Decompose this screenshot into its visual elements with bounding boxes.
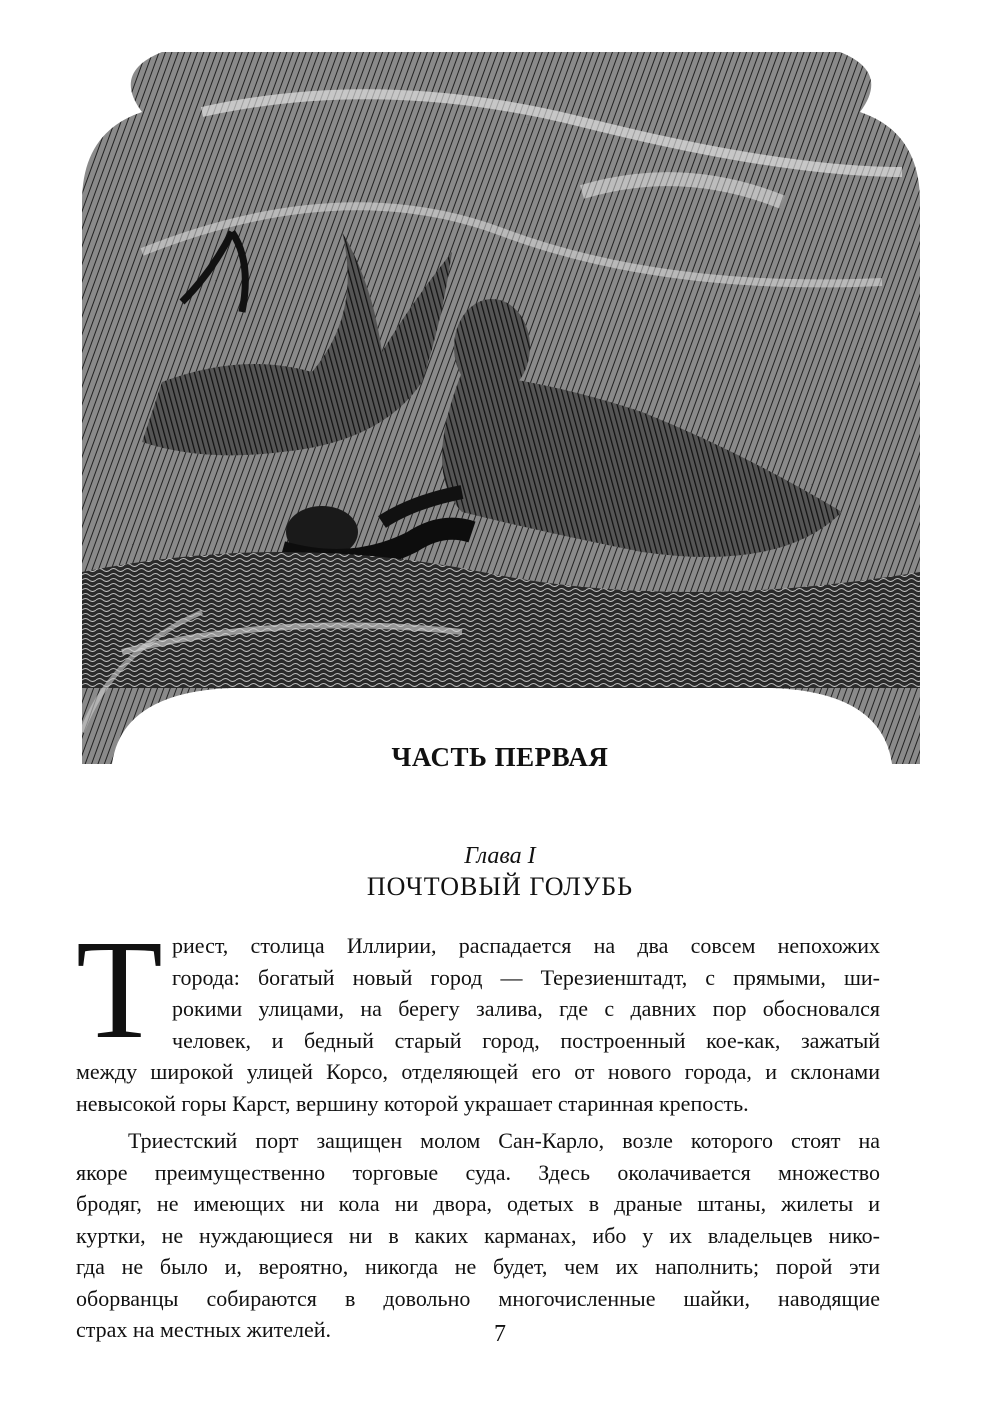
text-line: между широкой улицей Корсо, отделяющей его от нового города, и склонами [76,1059,880,1084]
text-line: невысокой горы Карст, вершину которой украшает старинная крепость. [76,1090,749,1116]
text-line: оборванцы собираются в довольно многочисленные шайки, наводящие [76,1285,880,1311]
engraving-drowning-rescue-icon [82,52,920,764]
text-line: куртки, не нуждающиеся ни в каких карманах, ибо у их владельцев нико- [76,1222,880,1248]
text-line: города: богатый новый город — Терезиенштадт, с прямыми, ши- [172,964,880,990]
text-line: риест, столица Иллирии, распадается на два совсем непохожих [172,933,880,958]
text-line: якоре преимущественно торговые суда. Здесь околачивается множество [76,1159,880,1185]
text-line: Триестский порт защищен молом Сан-Карло, возле которого стоят на [128,1128,880,1153]
text-line: гда не было и, вероятно, никогда не будет, чем их наполнить; порой эти [76,1254,880,1279]
text-line: рокими улицами, на берегу залива, где с давних пор обосновался [172,996,880,1021]
engraving-illustration [82,52,920,764]
text-line: страх на местных жителей. [76,1317,331,1342]
chapter-label: Глава I [464,843,536,869]
part-title: ЧАСТЬ ПЕРВАЯ [391,742,609,772]
page-number: 7 [494,1321,506,1347]
text-line: бродяг, не имеющих ни кола ни двора, одетых в драные штаны, жилеты и [76,1191,880,1216]
chapter-title: ПОЧТОВЫЙ ГОЛУБЬ [366,872,634,901]
body-text [76,910,880,1346]
drop-cap: Т [76,910,163,1068]
text-line: человек, и бедный старый город, построенный кое-как, зажатый [172,1027,880,1053]
